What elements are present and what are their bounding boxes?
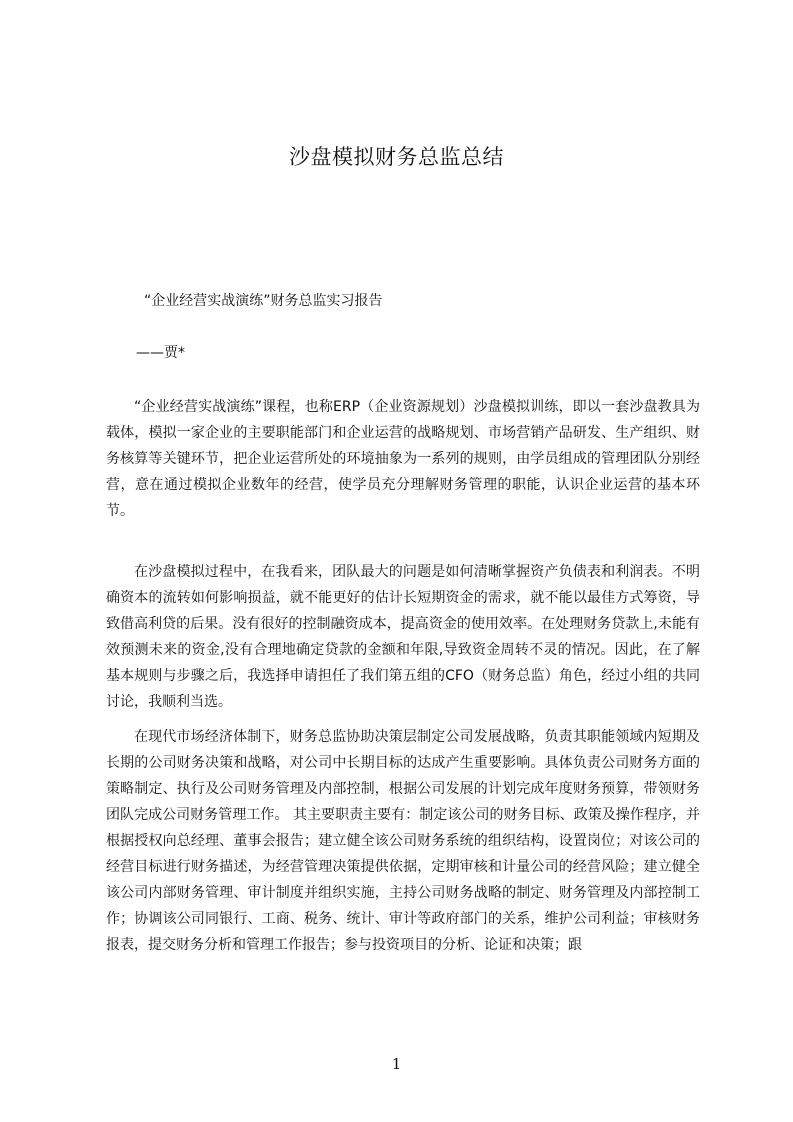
author-line: ——贾* — [136, 345, 185, 361]
paragraph-2: 在沙盘模拟过程中，在我看来，团队最大的问题是如何清晰掌握资产负债表和利润表。不明确资本的流转如何影响损益，就不能更好的估计长短期资金的需求，就不能以最佳方式筹资，导致借高利贷的后果。没有很好的控制融资成本，提高资金的使用效率。在处理财务贷款上,未能有效预测未来的资金,没有合理地确定贷款的金额和年限,导致资金周转不灵的情况。因此，在了解基本规则与步骤之后，我选择申请担任了我们第五组的CFO（财务总监）角色，经过小组的共同讨论，我顺利当选。 — [106, 564, 700, 710]
report-subtitle: “企业经营实战演练”财务总监实习报告 — [144, 293, 383, 309]
page-number: 1 — [391, 1055, 402, 1073]
paragraph-1: “企业经营实战演练”课程，也称ERP（企业资源规划）沙盘模拟训练，即以一套沙盘教具为载体，模拟一家企业的主要职能部门和企业运营的战略规划、市场营销产品研发、生产组织、财务核算等关键环节，把企业运营所处的环境抽象为一系列的规则，由学员组成的管理团队分别经营，意在通过模拟企业数年的经营，使学员充分理解财务管理的职能，认识企业运营的基本环节。 — [106, 399, 700, 519]
paragraph-3: 在现代市场经济体制下，财务总监协助决策层制定公司发展战略，负责其职能领域内短期及长期的公司财务决策和战略，对公司中长期目标的达成产生重要影响。具体负责公司财务方面的策略制定、执行及公司财务管理及内部控制，根据公司发展的计划完成年度财务预算，带领财务团队完成公司财务管理工作。 其主要职责主要有：制定该公司的财务目标、政策及操作程序，并根据授权向总经理、董事会报告；建立健全该公司财务系统的组织结构，设置岗位；对该公司的经营目标进行财务描述，为经营管理决策提供依据，定期审核和计量公司的经营风险；建立健全该公司内部财务管理、审计制度并组织实施，主持公司财务战略的制定、财务管理及内部控制工作；协调该公司同银行、工商、税务、统计、审计等政府部门的关系，维护公司利益；审核财务报表，提交财务分析和管理工作报告；参与投资项目的分析、论证和决策；跟 — [106, 729, 700, 953]
page-title: 沙盘模拟财务总监总结 — [289, 145, 504, 169]
